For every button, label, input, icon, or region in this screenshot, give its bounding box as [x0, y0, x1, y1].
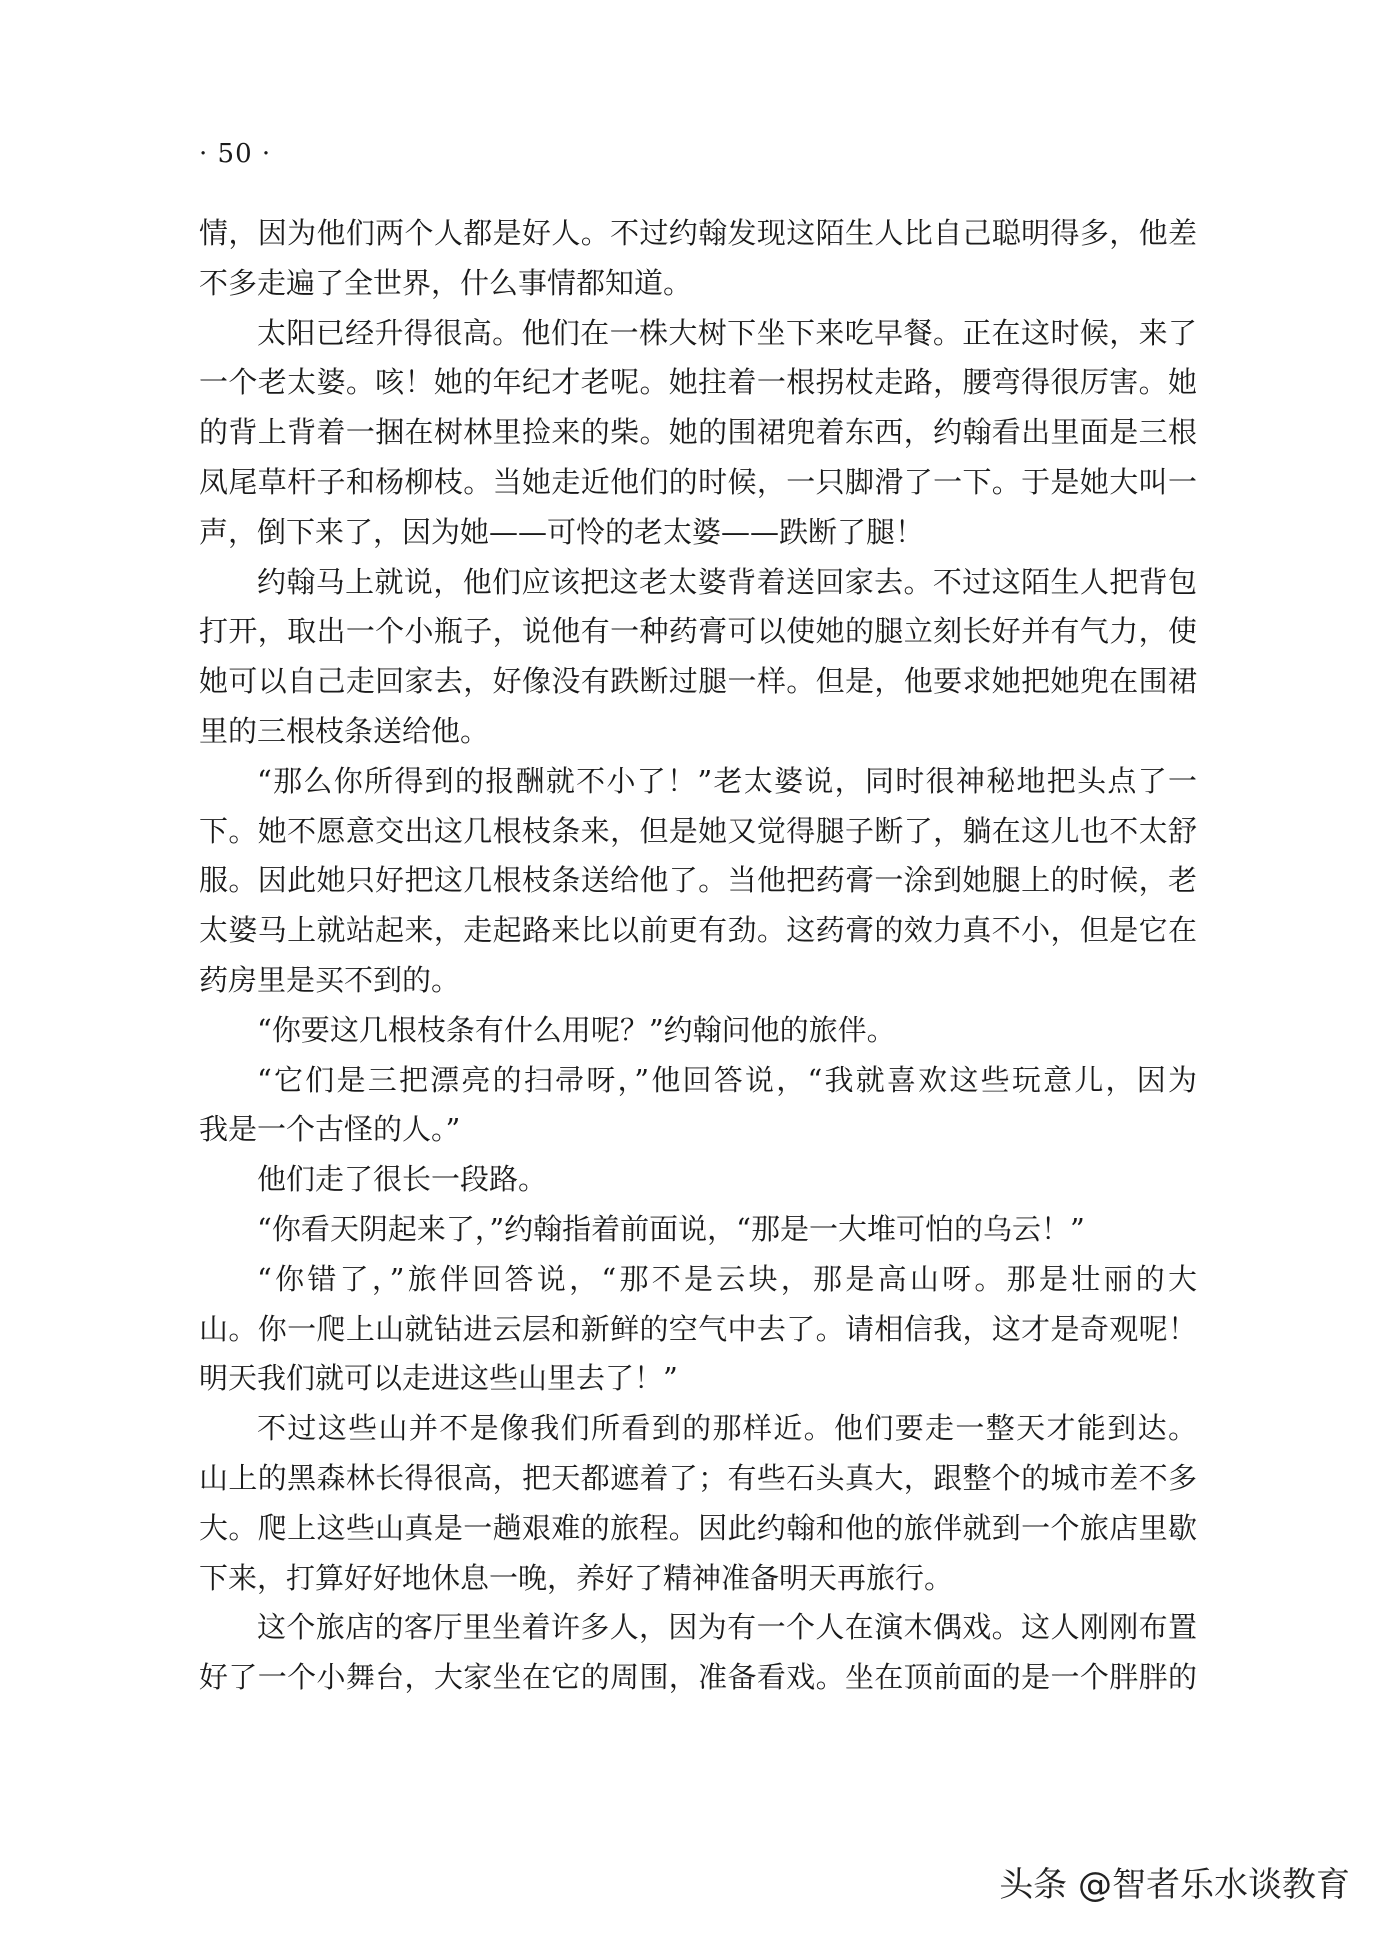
text-line: 里的三根枝条送给他。: [199, 713, 490, 748]
text-line: 的背上背着一捆在树林里捡来的柴。她的围裙兜着东西，约翰看出里面是三根: [199, 415, 1197, 450]
page-number: · 50 ·: [199, 139, 272, 169]
text-line: 声，倒下来了，因为她——可怜的老太婆——跌断了腿！: [199, 514, 925, 549]
text-line: 不过这些山并不是像我们所看到的那样近。他们要走一整天才能到达。: [257, 1411, 1197, 1446]
text-line: 她可以自己走回家去，好像没有跌断过腿一样。但是，他要求她把她兜在围裙: [199, 664, 1197, 699]
text-line: 情，因为他们两个人都是好人。不过约翰发现这陌生人比自己聪明得多，他差: [199, 216, 1197, 250]
text-line: 约翰马上就说，他们应该把这老太婆背着送回家去。不过这陌生人把背包: [257, 564, 1197, 599]
text-line: 好了一个小舞台，大家坐在它的周围，准备看戏。坐在顶前面的是一个胖胖的: [199, 1660, 1197, 1695]
text-line: 他们走了很长一段路。: [257, 1162, 548, 1197]
text-line: 这个旅店的客厅里坐着许多人，因为有一个人在演木偶戏。这人刚刚布置: [257, 1610, 1197, 1645]
text-line: 太阳已经升得很高。他们在一株大树下坐下来吃早餐。正在这时候，来了: [257, 315, 1197, 350]
text-line: 山。你一爬上山就钻进云层和新鲜的空气中去了。请相信我，这才是奇观呢！: [199, 1311, 1197, 1346]
text-line: 我是一个古怪的人。”: [199, 1112, 461, 1147]
text-line: 明天我们就可以走进这些山里去了！”: [199, 1361, 678, 1396]
text-line: 不多走遍了全世界，什么事情都知道。: [199, 265, 693, 300]
text-line: 凤尾草杆子和杨柳枝。当她走近他们的时候，一只脚滑了一下。于是她大叫一: [199, 464, 1197, 499]
text-line: 山上的黑森林长得很高，把天都遮着了；有些石头真大，跟整个的城市差不多: [199, 1460, 1197, 1495]
text-line: “那么你所得到的报酬就不小了！”老太婆说，同时很神秘地把头点了一: [257, 763, 1197, 798]
text-line: “你要这几根枝条有什么用呢？”约翰问他的旅伴。: [257, 1012, 896, 1047]
text-line: 大。爬上这些山真是一趟艰难的旅程。因此约翰和他的旅伴就到一个旅店里歇: [199, 1510, 1197, 1545]
watermark: 头条 @智者乐水谈教育: [999, 1865, 1350, 1905]
text-line: “它们是三把漂亮的扫帚呀，”他回答说，“我就喜欢这些玩意儿，因为: [257, 1062, 1197, 1097]
text-line: 打开，取出一个小瓶子，说他有一种药膏可以使她的腿立刻长好并有气力，使: [199, 614, 1197, 649]
text-line: 下。她不愿意交出这几根枝条来，但是她又觉得腿子断了，躺在这儿也不太舒: [199, 813, 1197, 848]
text-line: “你错了，”旅伴回答说，“那不是云块，那是高山呀。那是壮丽的大: [257, 1261, 1197, 1296]
text-line: 下来，打算好好地休息一晚，养好了精神准备明天再旅行。: [199, 1560, 954, 1595]
text-line: 一个老太婆。咳！她的年纪才老呢。她拄着一根拐杖走路，腰弯得很厉害。她: [199, 365, 1197, 400]
text-line: 太婆马上就站起来，走起路来比以前更有劲。这药膏的效力真不小，但是它在: [199, 913, 1197, 948]
body-text: [199, 209, 1197, 1703]
text-line: 药房里是买不到的。: [199, 962, 461, 997]
text-line: “你看天阴起来了，”约翰指着前面说，“那是一大堆可怕的乌云！”: [257, 1211, 1085, 1246]
text-line: 服。因此她只好把这几根枝条送给他了。当他把药膏一涂到她腿上的时候，老: [199, 863, 1197, 898]
